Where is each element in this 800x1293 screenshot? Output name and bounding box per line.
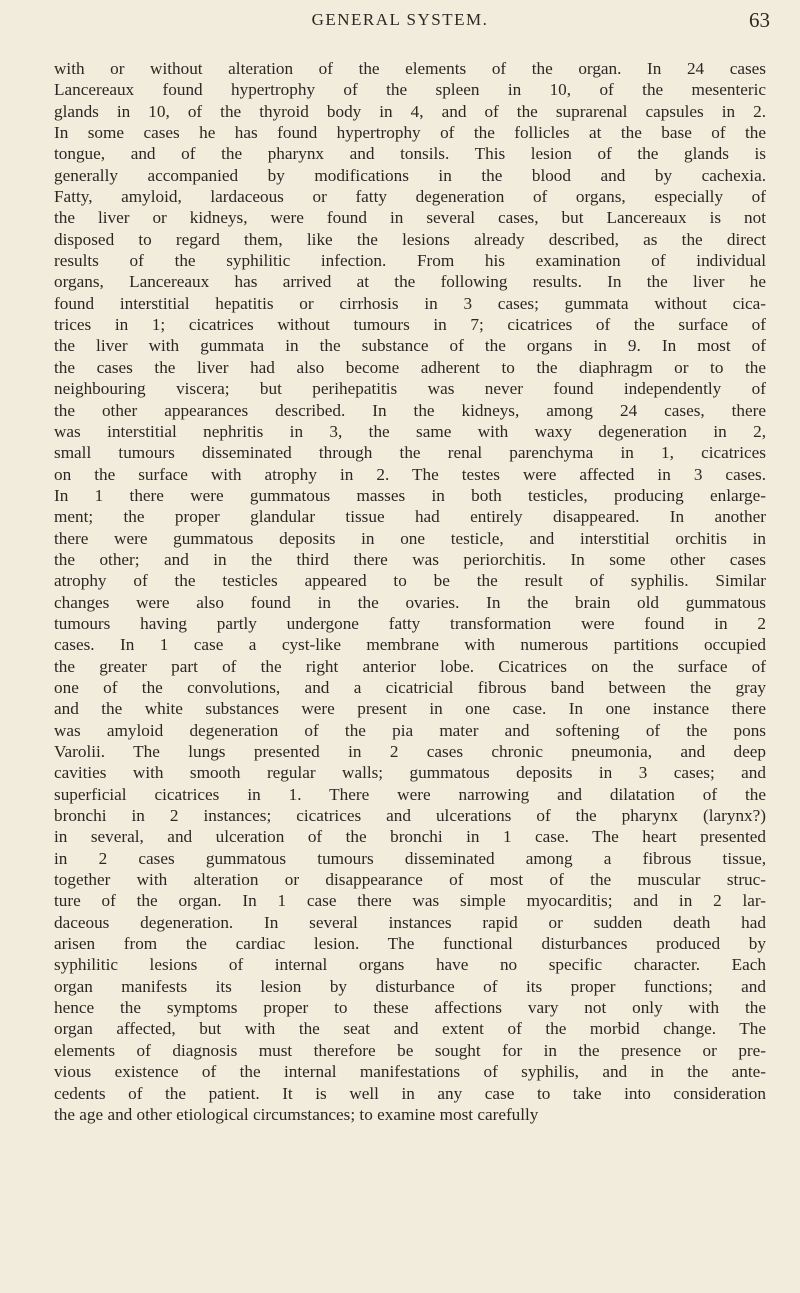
text-line: in 2 cases gummatous tumours disseminated among a fibrous tissue,	[54, 848, 766, 868]
text-line: one of the convolutions, and a cicatricial fibrous band between the gray	[54, 677, 766, 697]
text-line: Lancereaux found hypertrophy of the spleen in 10, of the mesenteric	[54, 80, 766, 100]
text-line: found interstitial hepatitis or cirrhosis in 3 cases; gummata without cica-	[54, 293, 766, 313]
text-line: the liver with gummata in the substance of the organs in 9. In most of	[54, 336, 766, 356]
text-line: daceous degeneration. In several instances rapid or sudden death had	[54, 912, 766, 932]
text-line: tongue, and of the pharynx and tonsils. This lesion of the glands is	[54, 144, 766, 164]
text-line: In some cases he has found hypertrophy of the follicles at the base of the	[54, 123, 766, 143]
text-line: atrophy of the testicles appeared to be the result of syphilis. Similar	[54, 571, 766, 591]
text-line: organs, Lancereaux has arrived at the following results. In the liver he	[54, 272, 766, 292]
text-line: neighbouring viscera; but perihepatitis was never found independently of	[54, 379, 766, 399]
running-title: GENERAL SYSTEM.	[311, 10, 489, 29]
text-line: and the white substances were present in one case. In one instance there	[54, 699, 766, 719]
text-line: the cases the liver had also become adherent to the diaphragm or to the	[54, 357, 766, 377]
text-line: the other appearances described. In the kidneys, among 24 cases, there	[54, 400, 766, 420]
text-line: In 1 there were gummatous masses in both testicles, producing enlarge-	[54, 485, 766, 505]
text-line: ment; the proper glandular tissue had entirely disappeared. In another	[54, 507, 766, 527]
running-head	[0, 8, 800, 32]
text-line: disposed to regard them, like the lesions already described, as the direct	[54, 229, 766, 249]
text-line: organ manifests its lesion by disturbance of its proper functions; and	[54, 976, 766, 996]
text-line: was interstitial nephritis in 3, the same with waxy degeneration in 2,	[54, 421, 766, 441]
text-line: trices in 1; cicatrices without tumours in 7; cicatrices of the surface of	[54, 315, 766, 335]
text-line: ture of the organ. In 1 case there was simple myocarditis; and in 2 lar-	[54, 891, 766, 911]
text-line: in several, and ulceration of the bronchi in 1 case. The heart presented	[54, 827, 766, 847]
text-line: vious existence of the internal manifestations of syphilis, and in the ante-	[54, 1062, 766, 1082]
text-line: elements of diagnosis must therefore be sought for in the presence or pre-	[54, 1040, 766, 1060]
text-line: was amyloid degeneration of the pia mater and softening of the pons	[54, 720, 766, 740]
text-line: the other; and in the third there was periorchitis. In some other cases	[54, 549, 766, 569]
text-line: cases. In 1 case a cyst-like membrane with numerous partitions occupied	[54, 635, 766, 655]
text-line: hence the symptoms proper to these affections vary not only with the	[54, 998, 766, 1018]
text-line: tumours having partly undergone fatty transformation were found in 2	[54, 613, 766, 633]
text-line: small tumours disseminated through the renal parenchyma in 1, cicatrices	[54, 443, 766, 463]
page-number: 63	[749, 8, 770, 32]
text-line: generally accompanied by modifications in the blood and by cachexia.	[54, 165, 766, 185]
text-line: results of the syphilitic infection. From his examination of individual	[54, 251, 766, 271]
text-line: Fatty, amyloid, lardaceous or fatty degeneration of organs, especially of	[54, 187, 766, 207]
text-line: the liver or kidneys, were found in several cases, but Lancereaux is not	[54, 208, 766, 228]
text-line: Varolii. The lungs presented in 2 cases chronic pneumonia, and deep	[54, 742, 766, 761]
text-line: there were gummatous deposits in one testicle, and interstitial orchitis in	[54, 528, 766, 548]
text-line: on the surface with atrophy in 2. The testes were affected in 3 cases.	[54, 464, 766, 484]
text-line: organ affected, but with the seat and extent of the morbid change. The	[54, 1019, 766, 1039]
text-line: changes were also found in the ovaries. In the brain old gummatous	[54, 592, 766, 612]
text-line: the age and other etiological circumstances; to examine most carefully	[54, 1104, 539, 1124]
body-paragraph	[54, 58, 766, 1125]
text-line: with or without alteration of the elements of the organ. In 24 cases	[54, 59, 766, 78]
text-line: syphilitic lesions of internal organs have no specific character. Each	[54, 955, 766, 975]
text-line: cavities with smooth regular walls; gummatous deposits in 3 cases; and	[54, 763, 766, 783]
text-line: cedents of the patient. It is well in any case to take into consideration	[54, 1083, 766, 1103]
text-line: arisen from the cardiac lesion. The functional disturbances produced by	[54, 934, 766, 954]
text-line: superficial cicatrices in 1. There were narrowing and dilatation of the	[54, 784, 766, 804]
text-line: bronchi in 2 instances; cicatrices and ulcerations of the pharynx (larynx?)	[54, 806, 766, 826]
text-line: together with alteration or disappearance of most of the muscular struc-	[54, 870, 766, 890]
text-line: the greater part of the right anterior lobe. Cicatrices on the surface of	[54, 656, 766, 676]
text-line: glands in 10, of the thyroid body in 4, and of the suprarenal capsules in 2.	[54, 101, 766, 121]
